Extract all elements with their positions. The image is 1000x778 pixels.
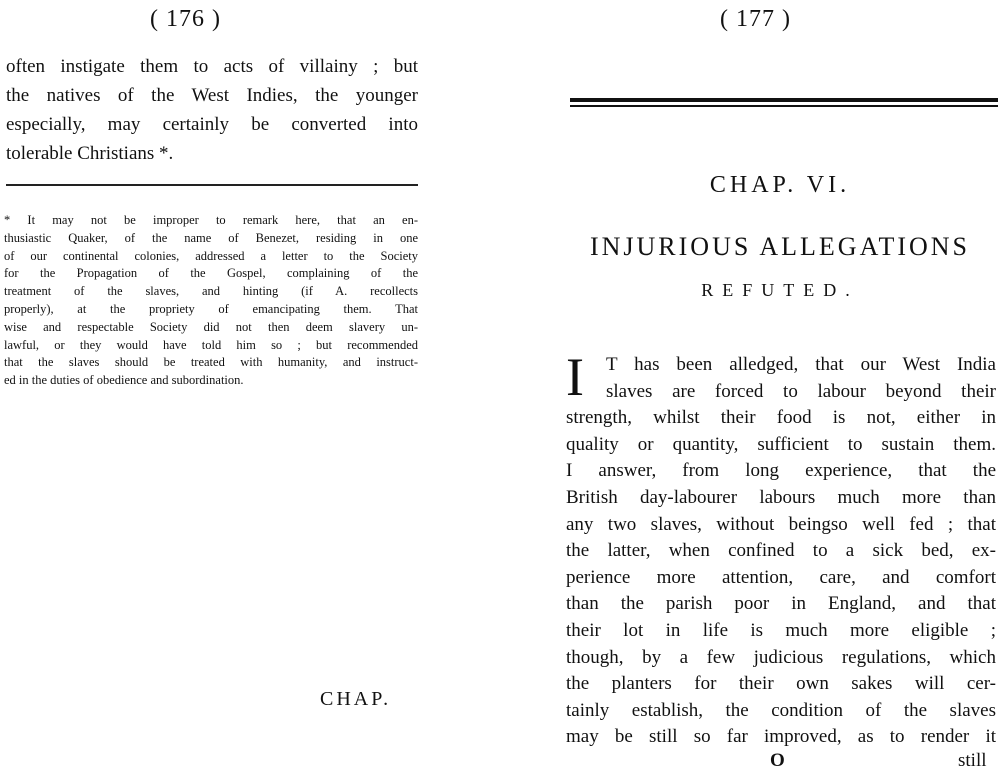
chapter-head-rule	[570, 98, 998, 107]
right-page-number: ( 177 )	[720, 6, 791, 32]
chapter-subtitle: REFUTED.	[701, 280, 859, 300]
right-page	[560, 0, 1000, 778]
left-body-line-4: tolerable Christians *.	[6, 143, 174, 164]
left-catchword: CHAP.	[320, 688, 392, 710]
left-page	[0, 0, 440, 778]
right-body-line-5: I answer, from long experience, that the	[566, 460, 996, 482]
footnote-line-3: of our continental colonies, addressed a letter to the Society	[4, 248, 418, 263]
chapter-heading: CHAP. VI.	[709, 172, 851, 198]
footnote	[4, 212, 418, 390]
right-body-line-11: their lot in life is much more eligible ;	[566, 619, 996, 641]
left-page-number: ( 176 )	[150, 6, 221, 32]
right-catchword: still	[958, 750, 987, 771]
right-body-line-7: any two slaves, without beingso well fed ; that	[566, 513, 996, 535]
footnote-line-1: * It may not be improper to remark here, that an en-	[4, 213, 418, 227]
right-body-line-12: though, by a few judicious regulations, which	[566, 646, 996, 668]
right-body-line-3: strength, whilst their food is not, either in	[566, 407, 996, 429]
footnote-line-10: ed in the duties of obedience and subordination.	[4, 373, 244, 388]
right-body-line-6: British day-labourer labours much more than	[566, 486, 996, 508]
left-body-text	[6, 52, 418, 168]
right-body-line-8: the latter, when confined to a sick bed, ex-	[566, 540, 996, 562]
left-body-line-3: especially, may certainly be converted into	[6, 114, 418, 135]
signature-mark: O	[770, 750, 785, 771]
footnote-line-2: thusiastic Quaker, of the name of Benezet, residing in one	[4, 230, 418, 245]
right-body-line-13: the planters for their own sakes will cer-	[566, 673, 996, 695]
drop-cap: I	[566, 347, 584, 407]
left-body-line-2: the natives of the West Indies, the younger	[6, 85, 418, 106]
right-body-line-1: T has been alledged, that our West India	[606, 354, 996, 375]
footnote-line-5: treatment of the slaves, and hinting (if A. recollects	[4, 284, 418, 299]
footnote-line-4: for the Propagation of the Gospel, complaining of the	[4, 266, 418, 281]
footnote-line-6: properly), at the propriety of emancipating them. That	[4, 301, 418, 316]
right-body-line-10: than the parish poor in England, and that	[566, 593, 996, 615]
right-body-text	[566, 347, 996, 751]
footnote-divider	[6, 184, 418, 186]
left-body-line-1: often instigate them to acts of villainy ; but	[6, 56, 418, 77]
right-body-line-15: may be still so far improved, as to render it	[566, 726, 996, 748]
right-body-line-2: slaves are forced to labour beyond their	[606, 380, 996, 402]
footnote-line-7: wise and respectable Society did not then deem slavery un-	[4, 319, 418, 334]
right-body-line-14: tainly establish, the condition of the slaves	[566, 699, 996, 721]
chapter-title: INJURIOUS ALLEGATIONS	[589, 232, 971, 261]
footnote-line-8: lawful, or they would have told him so ; but recommended	[4, 337, 418, 352]
right-body-line-4: quality or quantity, sufficient to sustain them.	[566, 433, 996, 455]
right-body-line-9: perience more attention, care, and comfort	[566, 566, 996, 588]
footnote-line-9: that the slaves should be treated with humanity, and instruct-	[4, 355, 418, 370]
